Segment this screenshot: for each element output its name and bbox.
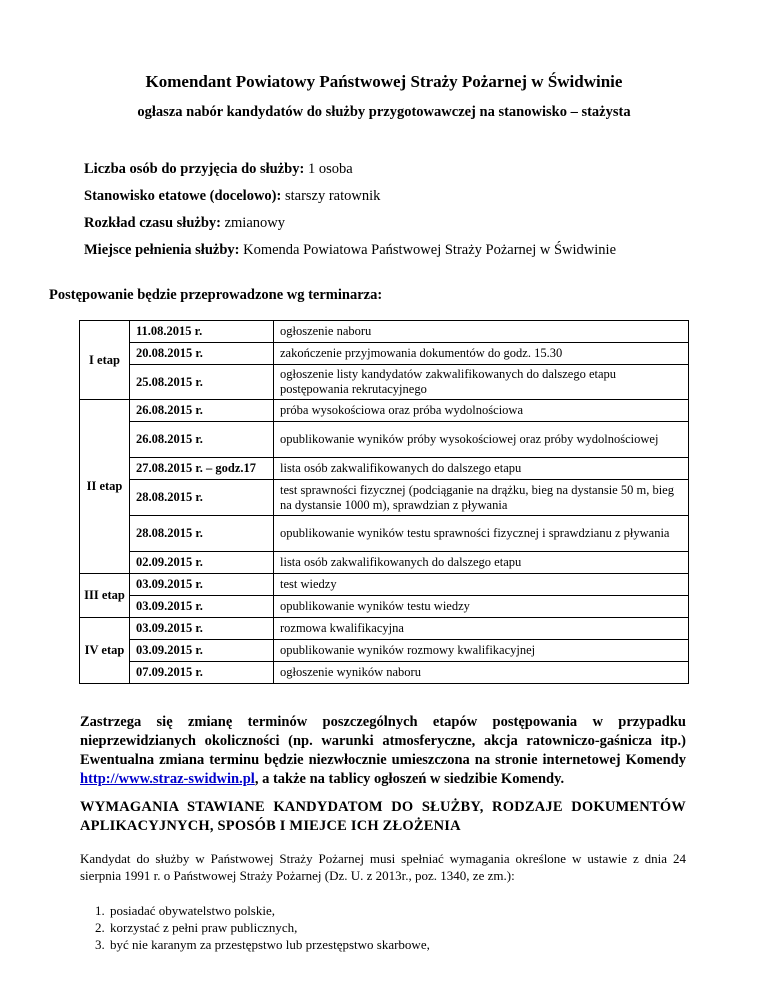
stage-cell: II etap	[80, 400, 130, 574]
desc-cell: opublikowanie wyników testu wiedzy	[274, 596, 689, 618]
date-cell: 27.08.2015 r. – godz.17	[130, 458, 274, 480]
date-cell: 07.09.2015 r.	[130, 662, 274, 684]
table-row	[80, 422, 689, 458]
desc-cell: rozmowa kwalifikacyjna	[274, 618, 689, 640]
desc-cell: opublikowanie wyników rozmowy kwalifikacyjnej	[274, 640, 689, 662]
date-cell: 03.09.2015 r.	[130, 596, 274, 618]
info-label: Liczba osób do przyjęcia do służby:	[84, 161, 305, 177]
desc-cell: ogłoszenie wyników naboru	[274, 662, 689, 684]
stage-cell: I etap	[80, 321, 130, 400]
schedule-table	[79, 320, 689, 684]
date-cell: 25.08.2015 r.	[130, 365, 274, 400]
list-item: 2. korzystać z pełni praw publicznych,	[108, 919, 688, 936]
info-label: Miejsce pełnienia służby:	[84, 242, 240, 258]
website-link[interactable]: http://www.straz-swidwin.pl	[80, 771, 255, 787]
table-row	[80, 458, 689, 480]
date-cell: 28.08.2015 r.	[130, 480, 274, 516]
requirements-heading: WYMAGANIA STAWIANE KANDYDATOM DO SŁUŻBY, RODZAJE DOKUMENTÓW APLIKACYJNYCH, SPOSÓB I MIEJCE ICH ZŁOŻENIA	[80, 799, 686, 834]
requirements-intro: Kandydat do służby w Państwowej Straży Pożarnej musi spełniać wymagania określone w ustawie z dnia 24 sierpnia 1991 r. o Państwowej Straży Pożarnej (Dz. U. z 2013r., poz. 1340, ze zm.):	[80, 851, 686, 883]
date-cell: 28.08.2015 r.	[130, 516, 274, 552]
date-cell: 26.08.2015 r.	[130, 400, 274, 422]
table-row	[80, 321, 689, 343]
desc-cell: test wiedzy	[274, 574, 689, 596]
info-line-schedule	[84, 214, 285, 233]
desc-cell: opublikowanie wyników próby wysokościowej oraz próby wydolnościowej	[274, 422, 689, 458]
desc-cell: zakończenie przyjmowania dokumentów do godz. 15.30	[274, 343, 689, 365]
table-row	[80, 662, 689, 684]
desc-cell: ogłoszenie naboru	[274, 321, 689, 343]
date-cell: 03.09.2015 r.	[130, 640, 274, 662]
table-row	[80, 365, 689, 400]
schedule-heading: Postępowanie będzie przeprowadzone wg terminarza:	[49, 287, 383, 303]
date-cell: 20.08.2015 r.	[130, 343, 274, 365]
desc-cell: opublikowanie wyników testu sprawności fizycznej i sprawdzianu z pływania	[274, 516, 689, 552]
info-value: starszy ratownik	[284, 188, 381, 204]
stage-cell: III etap	[80, 574, 130, 618]
table-row	[80, 640, 689, 662]
info-line-position	[84, 187, 380, 206]
stage-cell: IV etap	[80, 618, 130, 684]
page-title: Komendant Powiatowy Państwowej Straży Pożarnej w Świdwinie	[145, 72, 623, 91]
info-label: Rozkład czasu służby:	[84, 215, 221, 231]
table-row	[80, 516, 689, 552]
note-text: Zastrzega się zmianę terminów poszczególnych etapów postępowania w przypadku nieprzewidzianych okoliczności (np. warunki atmosferyczne, akcja ratowniczo-gaśnicza itp.) Ewentualna zmiana terminu będzie niezwłocznie umieszczona na stronie internetowej Komendy	[80, 714, 686, 768]
requirements-list	[80, 902, 688, 953]
desc-cell: lista osób zakwalifikowanych do dalszego etapu	[274, 552, 689, 574]
desc-cell: próba wysokościowa oraz próba wydolnościowa	[274, 400, 689, 422]
page-subtitle: ogłasza nabór kandydatów do służby przygotowawczej na stanowisko – stażysta	[137, 104, 631, 120]
info-label: Stanowisko etatowe (docelowo):	[84, 188, 282, 204]
schedule-change-note	[80, 713, 686, 789]
info-value: 1 osoba	[307, 161, 353, 177]
info-value: zmianowy	[224, 215, 285, 231]
table-row	[80, 574, 689, 596]
date-cell: 03.09.2015 r.	[130, 618, 274, 640]
note-text-end: , a także na tablicy ogłoszeń w siedzibie Komendy.	[254, 771, 565, 787]
desc-cell: lista osób zakwalifikowanych do dalszego etapu	[274, 458, 689, 480]
date-cell: 02.09.2015 r.	[130, 552, 274, 574]
info-line-count	[84, 160, 353, 179]
date-cell: 11.08.2015 r.	[130, 321, 274, 343]
date-cell: 03.09.2015 r.	[130, 574, 274, 596]
table-row	[80, 552, 689, 574]
info-line-place	[84, 241, 616, 260]
desc-cell: test sprawności fizycznej (podciąganie na drążku, bieg na dystansie 50 m, bieg na dystansie 1000 m), sprawdzian z pływania	[274, 480, 689, 516]
table-row	[80, 618, 689, 640]
list-item: 3. być nie karanym za przestępstwo lub przestępstwo skarbowe,	[108, 936, 688, 953]
table-row	[80, 480, 689, 516]
date-cell: 26.08.2015 r.	[130, 422, 274, 458]
desc-cell: ogłoszenie listy kandydatów zakwalifikowanych do dalszego etapu postępowania rekrutacyjnego	[274, 365, 689, 400]
table-row	[80, 400, 689, 422]
list-item: 1. posiadać obywatelstwo polskie,	[108, 902, 688, 919]
info-value: Komenda Powiatowa Państwowej Straży Pożarnej w Świdwinie	[243, 242, 617, 258]
table-row	[80, 596, 689, 618]
table-row	[80, 343, 689, 365]
